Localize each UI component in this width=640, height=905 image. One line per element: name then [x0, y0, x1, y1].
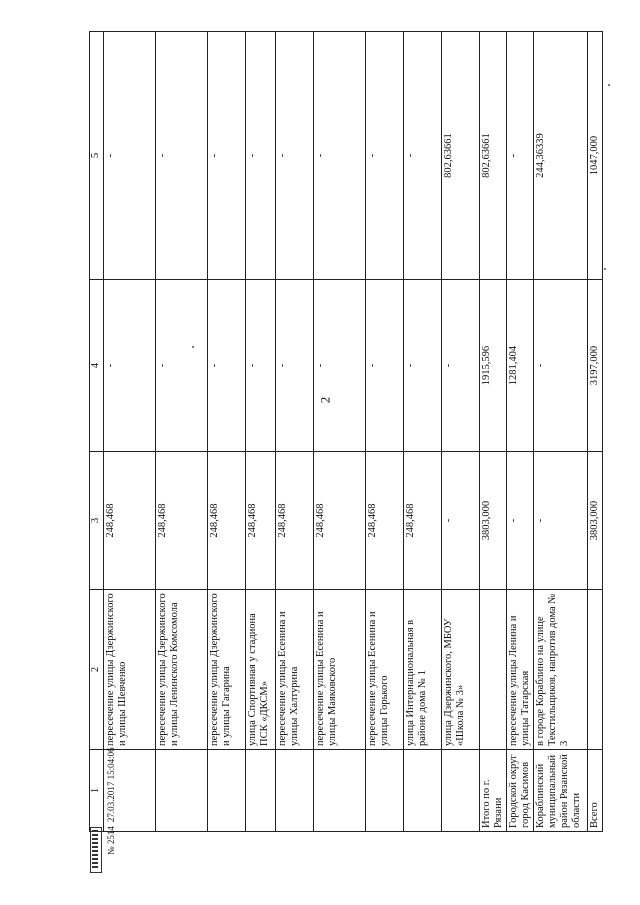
scan-dot: [604, 268, 606, 270]
cell-col-4: -: [276, 280, 314, 452]
cell-col-2: улица Спортивная у стадиона ПСК «ДКСМ»: [246, 590, 276, 750]
cell-col-3: 248,468: [208, 452, 246, 590]
cell-col-4: -: [104, 280, 156, 452]
cell-col-3: 248,468: [366, 452, 404, 590]
cell-col-3: -: [534, 452, 588, 590]
cell-col-2: пересечение улицы Есенина и улицы Горького: [366, 590, 404, 750]
cell-col-4: 1915,596: [480, 280, 507, 452]
col-header-1: 1: [90, 750, 104, 832]
doc-datetime: 27.03.2017 15:04:06: [106, 747, 116, 823]
cell-col-5: -: [246, 32, 276, 280]
cell-col-1: [404, 750, 442, 832]
table-row: [246, 32, 276, 832]
table-row: [442, 32, 480, 832]
cell-col-1: [208, 750, 246, 832]
barcode-stamp-icon: [88, 825, 102, 873]
scan-dot: [192, 346, 194, 348]
table-row: [507, 32, 534, 832]
cell-col-2: пересечение улицы Ленина и улицы Татарская: [507, 590, 534, 750]
cell-col-1: Итого по г. Рязани: [480, 750, 507, 832]
cell-col-4: -: [404, 280, 442, 452]
cell-col-1: Городской округ город Касимов: [507, 750, 534, 832]
cell-col-4: -: [314, 280, 366, 452]
cell-col-5: 802,63661: [442, 32, 480, 280]
col-header-4: 4: [90, 280, 104, 452]
cell-col-3: 248,468: [314, 452, 366, 590]
cell-col-3: 248,468: [104, 452, 156, 590]
table-body: [104, 32, 603, 832]
cell-col-5: -: [366, 32, 404, 280]
cell-col-3: 248,468: [246, 452, 276, 590]
table-row: [534, 32, 588, 832]
scan-dot: [608, 84, 610, 86]
cell-col-4: -: [366, 280, 404, 452]
cell-col-5: -: [208, 32, 246, 280]
table-row: [314, 32, 366, 832]
cell-col-2: [588, 590, 603, 750]
cell-col-3: 248,468: [156, 452, 208, 590]
cell-col-2: улица Интернациональная в районе дома № 1: [404, 590, 442, 750]
cell-col-2: пересечение улицы Дзержинского и улицы Ленинского Комсомола: [156, 590, 208, 750]
cell-col-5: -: [314, 32, 366, 280]
cell-col-3: 248,468: [276, 452, 314, 590]
cell-col-2: в городе Кораблино на улице Текстильщиков, напротив дома № 3: [534, 590, 588, 750]
cell-col-2: пересечение улицы Есенина и улицы Маяковского: [314, 590, 366, 750]
cell-col-2: улица Дзержинского, МБОУ «Школа № 3»: [442, 590, 480, 750]
table-row: [276, 32, 314, 832]
cell-col-4: -: [442, 280, 480, 452]
cell-col-3: 248,468: [404, 452, 442, 590]
cell-col-4: 3197,000: [588, 280, 603, 452]
cell-col-4: 1281,404: [507, 280, 534, 452]
cell-col-4: -: [246, 280, 276, 452]
cell-col-2: [480, 590, 507, 750]
cell-col-5: -: [104, 32, 156, 280]
cell-col-1: [442, 750, 480, 832]
cell-col-5: -: [156, 32, 208, 280]
cell-col-3: 3803,000: [480, 452, 507, 590]
cell-col-3: 3803,000: [588, 452, 603, 590]
cell-col-3: -: [507, 452, 534, 590]
cell-col-4: -: [208, 280, 246, 452]
col-header-5: 5: [90, 32, 104, 280]
cell-col-2: пересечение улицы Есенина и улицы Халтурина: [276, 590, 314, 750]
table-row: [480, 32, 507, 832]
table-row: [156, 32, 208, 832]
cell-col-5: 802,63661: [480, 32, 507, 280]
page-number: 2: [317, 396, 333, 404]
table-row: [366, 32, 404, 832]
cell-col-2: пересечение улицы Дзержинского и улицы Шевченко: [104, 590, 156, 750]
doc-number: № 2514: [106, 826, 116, 855]
col-header-3: 3: [90, 452, 104, 590]
cell-col-4: -: [156, 280, 208, 452]
cell-col-3: -: [442, 452, 480, 590]
cell-col-1: [246, 750, 276, 832]
data-table: [89, 31, 603, 832]
cell-col-4: -: [534, 280, 588, 452]
footer: [106, 747, 116, 855]
cell-col-1: Кораблинский муниципальный район Рязанской области: [534, 750, 588, 832]
col-header-2: 2: [90, 590, 104, 750]
cell-col-5: 1047,000: [588, 32, 603, 280]
table-row: [208, 32, 246, 832]
table-row: [104, 32, 156, 832]
cell-col-5: -: [507, 32, 534, 280]
cell-col-2: пересечение улицы Дзержинского и улицы Гагарина: [208, 590, 246, 750]
cell-col-5: -: [276, 32, 314, 280]
cell-col-1: [156, 750, 208, 832]
table-row: [588, 32, 603, 832]
cell-col-1: Всего: [588, 750, 603, 832]
cell-col-1: [276, 750, 314, 832]
table-row: [404, 32, 442, 832]
cell-col-1: [366, 750, 404, 832]
header-row: [90, 32, 104, 832]
rotated-table-wrapper: [89, 32, 601, 832]
cell-col-5: 244,36339: [534, 32, 588, 280]
cell-col-1: [314, 750, 366, 832]
cell-col-5: -: [404, 32, 442, 280]
